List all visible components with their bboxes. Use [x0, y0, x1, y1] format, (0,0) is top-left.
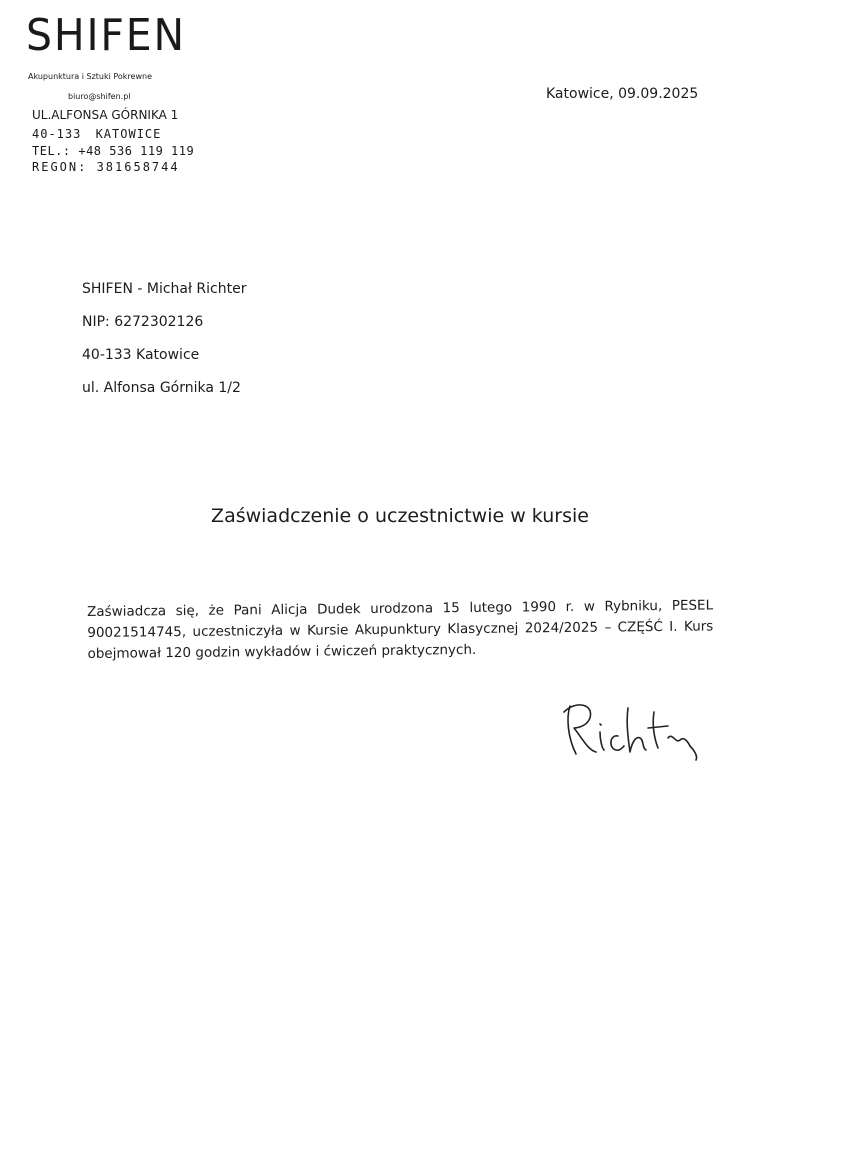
company-phone: TEL.: +48 536 119 119 [32, 144, 195, 158]
company-stamp [24, 12, 199, 172]
body-line: 90021514745, uczestniczyła w Kursie Akupunktury Klasycznej 2024/2025 – CZĘŚĆ I. Kurs [87, 618, 714, 641]
company-city: 40-133 KATOWICE [32, 127, 162, 141]
company-street: UL.ALFONSA GÓRNIKA 1 [32, 108, 179, 122]
sender-postal: 40-133 Katowice [82, 347, 200, 363]
company-subtitle: Akupunktura i Sztuki Pokrewne [28, 72, 153, 81]
document-title: Zaświadczenie o uczestnictwie w kursie [211, 505, 589, 527]
body-line: Zaświadcza się, że Pani Alicja Dudek urodzona 15 lutego 1990 r. w Rybniku, PESEL [87, 597, 714, 620]
place-date: Katowice, 09.09.2025 [546, 86, 699, 102]
sender-street: ul. Alfonsa Górnika 1/2 [82, 380, 241, 396]
handwritten-signature [556, 698, 706, 768]
sender-nip: NIP: 6272302126 [82, 314, 204, 330]
sender-name: SHIFEN - Michał Richter [82, 281, 247, 297]
document-body [87, 595, 714, 665]
sender-block [82, 280, 246, 412]
company-email: biuro@shifen.pl [68, 92, 131, 101]
company-logo: SHIFEN [26, 10, 186, 61]
body-line: obejmował 120 godzin wykładów i ćwiczeń praktycznych. [87, 641, 477, 662]
company-regon: REGON: 381658744 [32, 160, 180, 174]
